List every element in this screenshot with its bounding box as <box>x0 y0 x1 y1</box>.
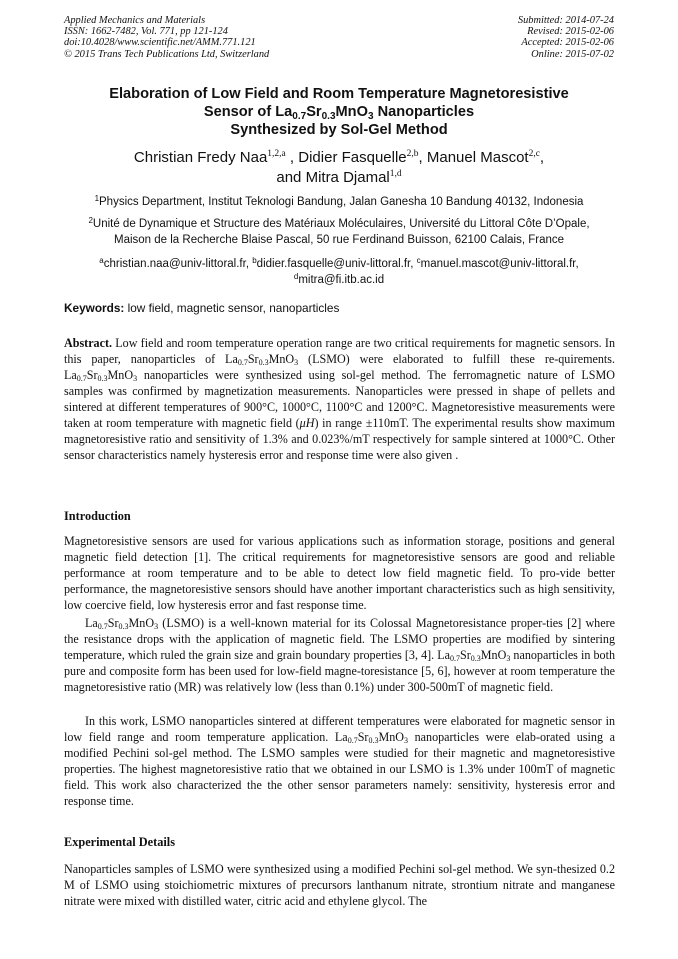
affiliation-text: Maison de la Recherche Blaise Pascal, 50 rue Ferdinand Buisson, 62100 Calais, France <box>113 234 565 246</box>
keywords-label: Keywords: <box>64 301 125 315</box>
author-sup: 1,d <box>389 169 402 179</box>
text-run: In this work, LSMO nanoparticles sintered at different temperatures were elaborated for magnetic sensor in low field range and room temperature application. La <box>64 714 615 745</box>
title-text: Sensor of La <box>203 104 293 120</box>
subscript: 0.3 <box>368 736 379 746</box>
text-run: nanoparticles were synthesized using sol-gel method. The ferromagnetic nature of LSMO samples was confirmed by magnetization measurements. Nanoparticles were pressed in shape of pellets and sintered at different temperatures of 900°C, 1000°C, 1100°C and 1200°C. Magnetoresistive measurements were taken at room temperature with magnetic field ( <box>64 368 615 431</box>
subscript: 3 <box>404 736 408 746</box>
text-run: La <box>85 616 98 630</box>
author-sup: 2,c <box>528 149 540 159</box>
email-link[interactable]: mitra@fi.itb.ac.id <box>298 274 385 286</box>
email-sup: b <box>252 256 257 265</box>
author-sep: , <box>539 149 545 166</box>
title-line-3: Synthesized by Sol-Gel Method <box>230 122 448 138</box>
subscript: 0.7 <box>347 736 358 746</box>
affiliation-2 <box>50 216 628 248</box>
text-run: ) in range ±110mT. The experimental results show maximum magnetoresistive ratio and sensitivity of 1.3% and 0.023%/mT respectively for sample sintered at 1000°C. Other sensor characteristics namely hysteresis error and response time were also given . <box>64 416 615 463</box>
journal-name: Applied Mechanics and Materials <box>64 15 206 26</box>
text-run: nanoparticles were elab-orated using a modified Pechini sol-gel method. The LSMO samples were studied for their magnetic and magnetoresistive properties. The highest magnetoresistive ratio that we obtained in our LSMO is 1.3% under 100mT of magnetic field. This work also characterized the the other sensor parameters namely: sensitivity, hysteresis error and response time. <box>64 730 615 809</box>
keywords <box>64 300 615 316</box>
email-link[interactable]: manuel.mascot@univ-littoral.fr, <box>420 258 579 270</box>
revised-date: Revised: 2015-02-06 <box>527 26 614 38</box>
dates-header <box>518 15 614 60</box>
math-symbol: μH <box>299 416 315 431</box>
email-link[interactable]: christian.naa@univ-littoral.fr, <box>103 258 253 270</box>
text-run: Sr <box>460 648 471 663</box>
title-line-2 <box>40 103 638 121</box>
submitted-date: Submitted: 2014-07-24 <box>517 15 614 26</box>
abstract-label: Abstract. <box>64 336 113 350</box>
text-run: Low field and room temperature operation range are two critical requirements for magnetic sensors. In this paper, nanoparticles of La <box>64 336 615 367</box>
title-text: Sr <box>306 104 322 120</box>
text-run: Sr <box>86 368 98 383</box>
affiliation-sup: 2 <box>88 216 93 225</box>
affiliation-text: Physics Department, Institut Teknologi Bandung, Jalan Ganesha 10 Bandung 40132, Indonesia <box>99 196 584 208</box>
title-text: Nanoparticles <box>373 104 475 120</box>
subscript: 3 <box>367 111 374 122</box>
title-line-1: Elaboration of Low Field and Room Temperature Magnetoresistive <box>109 86 569 102</box>
text-run: MnO <box>480 648 507 663</box>
online-date: Online: 2015-07-02 <box>531 48 614 60</box>
intro-paragraph-3 <box>64 713 615 809</box>
text-run: nanoparticles in both pure and composite form has been used for low-field magne-toresistance [5, 6], however at room temperature the magnetoresistive ratio (MR) was relatively low (less than 0.1%) under 300-500mT of magnetic field. <box>64 648 615 695</box>
keywords-text: low field, magnetic sensor, nanoparticles <box>124 301 340 315</box>
affiliation-1 <box>50 194 628 210</box>
doi[interactable]: doi:10.4028/www.scientific.net/AMM.771.121 <box>64 37 256 49</box>
subscript: 0.7 <box>76 374 87 384</box>
experimental-paragraph-1: Nanoparticles samples of LSMO were synthesized using a modified Pechini sol-gel method. We syn-thesized 0.2 M of LSMO using stoichiometric mixtures of precursors lanthanum nitrate, strontium nitrate and manganese nitrate were mixed with distilled water, citric acid and ethylene glycol. The <box>64 862 615 909</box>
experimental-heading: Experimental Details <box>64 835 175 849</box>
text-run: (LSMO) is a well-known material for its Colossal Magnetoresistance proper-ties [2] where the resistance drops with the application of magnetic field. The LSMO properties are modified by sintering temperature, which ruled the grain size and grain boundary properties [3, 4]. La <box>64 616 615 663</box>
text-run: MnO <box>128 616 155 630</box>
intro-paragraph-2 <box>64 615 615 695</box>
author-sup: 1,2,a <box>267 149 286 159</box>
email-link[interactable]: didier.fasquelle@univ-littoral.fr, <box>256 258 417 270</box>
journal-header <box>64 15 269 60</box>
introduction-heading: Introduction <box>64 509 131 523</box>
subscript: 3 <box>294 358 299 368</box>
subscript: 0.3 <box>470 654 481 664</box>
copyright: © 2015 Trans Tech Publications Ltd, Switzerland <box>64 48 270 60</box>
text-run: Sr <box>247 352 259 367</box>
intro-paragraph-1: Magnetoresistive sensors are used for various applications such as information storage, positions and general magnetic field detection [1]. The critical requirements for magnetoresistive sensors are good and reliable performance at room temperature and to be able to detect low field magnetic field. To pro-vide better performance, the magnetoresistive sensors should have another important characteristics such as high sensitivity, low coercive field, low hysteresis error and fast response time. <box>64 534 615 613</box>
subscript: 0.3 <box>258 358 269 368</box>
text-run: MnO <box>378 730 404 745</box>
affiliation-sup: 1 <box>94 194 100 203</box>
subscript: 0.7 <box>292 111 307 122</box>
email-list <box>50 256 628 288</box>
affiliation-text: Unité de Dynamique et Structure des Matériaux Moléculaires, Université du Littoral Côte D’Opale, <box>92 218 590 230</box>
text-run: MnO <box>107 368 134 383</box>
text-run: Sr <box>357 730 369 745</box>
subscript: 0.3 <box>97 374 108 384</box>
email-sup: d <box>293 272 299 281</box>
subscript: 0.7 <box>237 358 248 368</box>
subscript: 3 <box>506 654 511 664</box>
paper-title <box>40 85 638 139</box>
subscript: 0.3 <box>118 622 129 631</box>
author-name: , Didier Fasquelle <box>285 149 407 166</box>
author-name: , Manuel Mascot <box>418 149 529 166</box>
text-run: Sr <box>107 616 119 630</box>
email-sup: a <box>99 256 104 265</box>
text-run: (LSMO) were elaborated to fulfill these re-quirements. La <box>64 352 616 383</box>
author-sup: 2,b <box>406 149 419 159</box>
subscript: 0.7 <box>97 622 108 631</box>
author-name: and Mitra Djamal <box>276 169 390 186</box>
author-list <box>40 148 638 188</box>
subscript: 0.7 <box>450 654 461 664</box>
abstract <box>64 335 615 463</box>
issn: ISSN: 1662-7482, Vol. 771, pp 121-124 <box>64 26 228 38</box>
subscript: 3 <box>154 622 159 631</box>
subscript: 3 <box>133 374 138 384</box>
author-name: Christian Fredy Naa <box>133 149 268 166</box>
text-run: MnO <box>268 352 295 367</box>
email-sup: c <box>416 256 421 265</box>
subscript: 0.3 <box>321 111 336 122</box>
accepted-date: Accepted: 2015-02-06 <box>521 37 614 49</box>
title-text: MnO <box>335 104 368 120</box>
